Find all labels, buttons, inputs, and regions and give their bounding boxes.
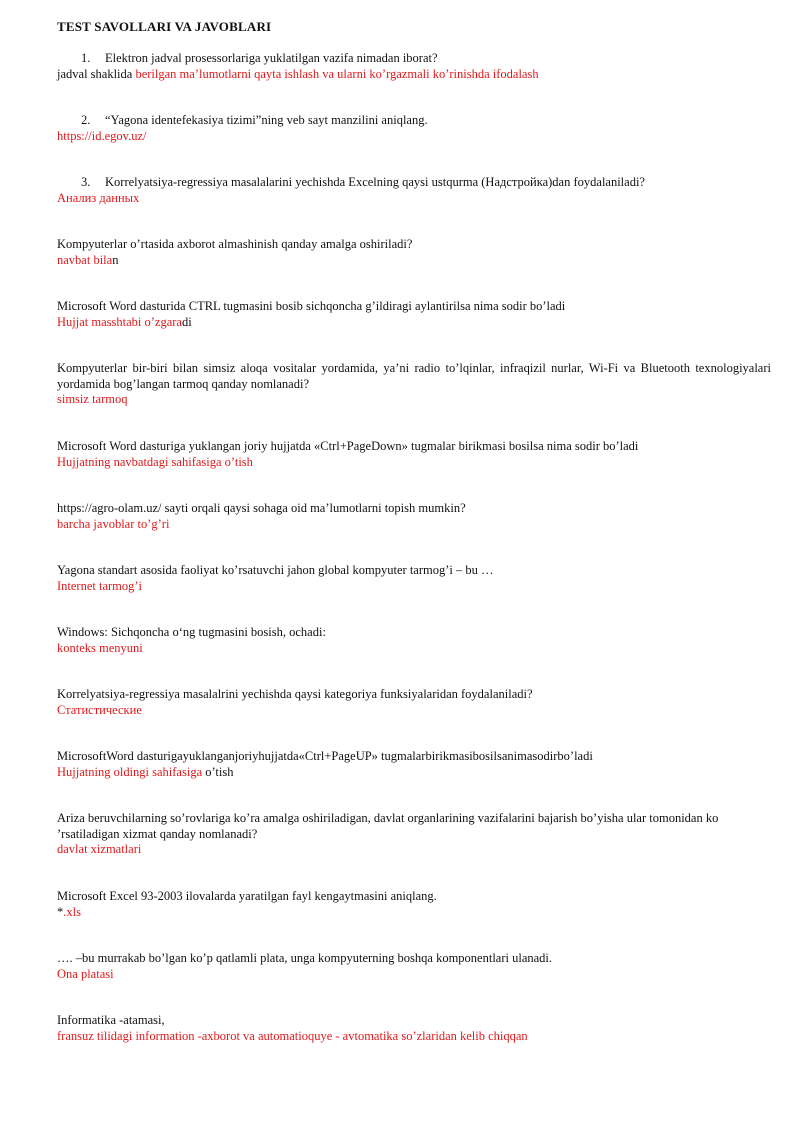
answer-suffix: di	[181, 314, 192, 329]
question-text: Microsoft Excel 93-2003 ilovalarda yaratilgan fayl kengaytmasini aniqlang.	[57, 889, 437, 903]
question-label: “Yagona identefekasiya tizimi”ning veb sayt manzilini aniqlang.	[105, 113, 428, 127]
answer-text	[57, 392, 771, 408]
answer-highlight: Hujjat masshtabi o’zgara	[57, 314, 182, 329]
answer-text	[57, 905, 771, 921]
question-text: Informatika -atamasi,	[57, 1013, 165, 1027]
question-item	[57, 361, 771, 408]
answer-highlight: fransuz tilidagi information -axborot va automatioquye - avtomatika so’zlaridan kelib chiqqan	[57, 1028, 528, 1043]
answer-text	[57, 842, 771, 858]
answer-text	[57, 765, 771, 781]
question-text: Kompyuterlar bir-biri bilan simsiz aloqa vositalar yordamida, ya’ni radio to’lqinlar, infraqizil nurlar, Wi-Fi va Bluetooth texnologiyalari yordamida bog’langan tarmoq qanday nomlanadi?	[57, 361, 771, 391]
question-text	[57, 51, 771, 67]
question-item	[57, 237, 771, 268]
question-text: Microsoft Word dasturida CTRL tugmasini bosib sichqoncha g’ildiragi aylantirilsa nima sodir bo’ladi	[57, 299, 566, 313]
answer-text	[57, 253, 771, 269]
answer-prefix: jadval shaklida	[57, 66, 136, 81]
answer-highlight: Hujjatning oldingi sahifasiga	[57, 764, 206, 779]
question-text: …. –bu murrakab bo’lgan ko’p qatlamli plata, unga kompyuterning boshqa komponentlari ulanadi.	[57, 951, 553, 965]
answer-text	[57, 455, 771, 471]
answer-highlight: barcha javoblar to’g’ri	[57, 516, 170, 531]
question-text	[57, 113, 771, 129]
answer-suffix: n	[112, 252, 119, 267]
question-item	[57, 1013, 771, 1044]
answer-text	[57, 315, 771, 331]
answer-highlight: davlat xizmatlari	[57, 842, 142, 856]
question-item	[57, 687, 771, 718]
question-item	[57, 811, 771, 858]
question-item	[57, 113, 771, 144]
answer-text	[57, 579, 771, 595]
answer-prefix: *	[57, 904, 64, 919]
answer-highlight: Hujjatning navbatdagi sahifasiga o’tish	[57, 454, 253, 469]
question-item	[57, 625, 771, 656]
answer-text	[57, 967, 771, 983]
question-text	[57, 175, 771, 191]
answer-text	[57, 191, 771, 207]
question-number: 2.	[81, 113, 91, 127]
answer-highlight: simsiz tarmoq	[57, 392, 128, 406]
question-item	[57, 175, 771, 206]
question-item	[57, 951, 771, 982]
question-text: Microsoft Word dasturiga yuklangan joriy hujjatda «Ctrl+PageDown» tugmalar birikmasi bosilsa nima sodir bo’ladi	[57, 439, 639, 453]
answer-text	[57, 641, 771, 657]
question-item	[57, 889, 771, 920]
question-text: Kompyuterlar o’rtasida axborot almashinish qanday amalga oshiriladi?	[57, 237, 413, 251]
question-item	[57, 501, 771, 532]
answer-highlight: Ona platasi	[57, 966, 114, 981]
question-label: Elektron jadval prosessorlariga yuklatilgan vazifa nimadan iborat?	[105, 51, 438, 65]
page-title: TEST SAVOLLARI VA JAVOBLARI	[57, 19, 272, 34]
question-number: 3.	[81, 175, 91, 189]
answer-text	[57, 129, 771, 145]
question-item	[57, 299, 771, 330]
answer-text	[57, 67, 771, 83]
question-number: 1.	[81, 51, 91, 65]
answer-highlight: navbat bila	[57, 252, 113, 267]
answer-text	[57, 517, 771, 533]
answer-highlight: konteks menyuni	[57, 640, 143, 655]
question-text: Ariza beruvchilarning so’rovlariga ko’ra amalga oshiriladigan, davlat organlarining vazifalarini bajarish bo’yisha ular tomonidan ko ’rsatiladigan xizmat qanday nomlanadi?	[57, 811, 719, 841]
answer-highlight: berilgan ma’lumotlarni qayta ishlash va ularni ko’rgazmali ko’rinishda ifodalash	[135, 66, 539, 81]
question-text: Korrelyatsiya-regressiya masalalrini yechishda qaysi kategoriya funksiyalaridan foydalaniladi?	[57, 687, 533, 701]
answer-suffix: o’tish	[205, 764, 234, 779]
question-text: MicrosoftWord dasturigayuklanganjoriyhujjatda«Ctrl+PageUP» tugmalarbirikmasibosilsanimasodirbo’ladi	[57, 749, 593, 763]
answer-highlight: .xls	[63, 904, 81, 919]
question-text: https://agro-olam.uz/ sayti orqali qaysi sohaga oid ma’lumotlarni topish mumkin?	[57, 501, 466, 515]
answer-text	[57, 1029, 771, 1045]
answer-highlight: Анализ данных	[57, 190, 140, 205]
question-text: Windows: Sichqoncha o‘ng tugmasini bosish, ochadi:	[57, 625, 326, 639]
answer-text	[57, 703, 771, 719]
question-item	[57, 439, 771, 470]
question-text: Yagona standart asosida faoliyat ko’rsatuvchi jahon global kompyuter tarmog’i – bu …	[57, 563, 494, 577]
question-label: Korrelyatsiya-regressiya masalalarini yechishda Excelning qaysi ustqurma (Надстройка)dan foydalaniladi?	[105, 175, 645, 189]
answer-highlight: Internet tarmog’i	[57, 578, 143, 593]
question-item	[57, 563, 771, 594]
question-item	[57, 51, 771, 82]
answer-highlight: https://id.egov.uz/	[57, 128, 147, 143]
answer-highlight: Статистические	[57, 702, 142, 717]
question-item	[57, 749, 771, 780]
